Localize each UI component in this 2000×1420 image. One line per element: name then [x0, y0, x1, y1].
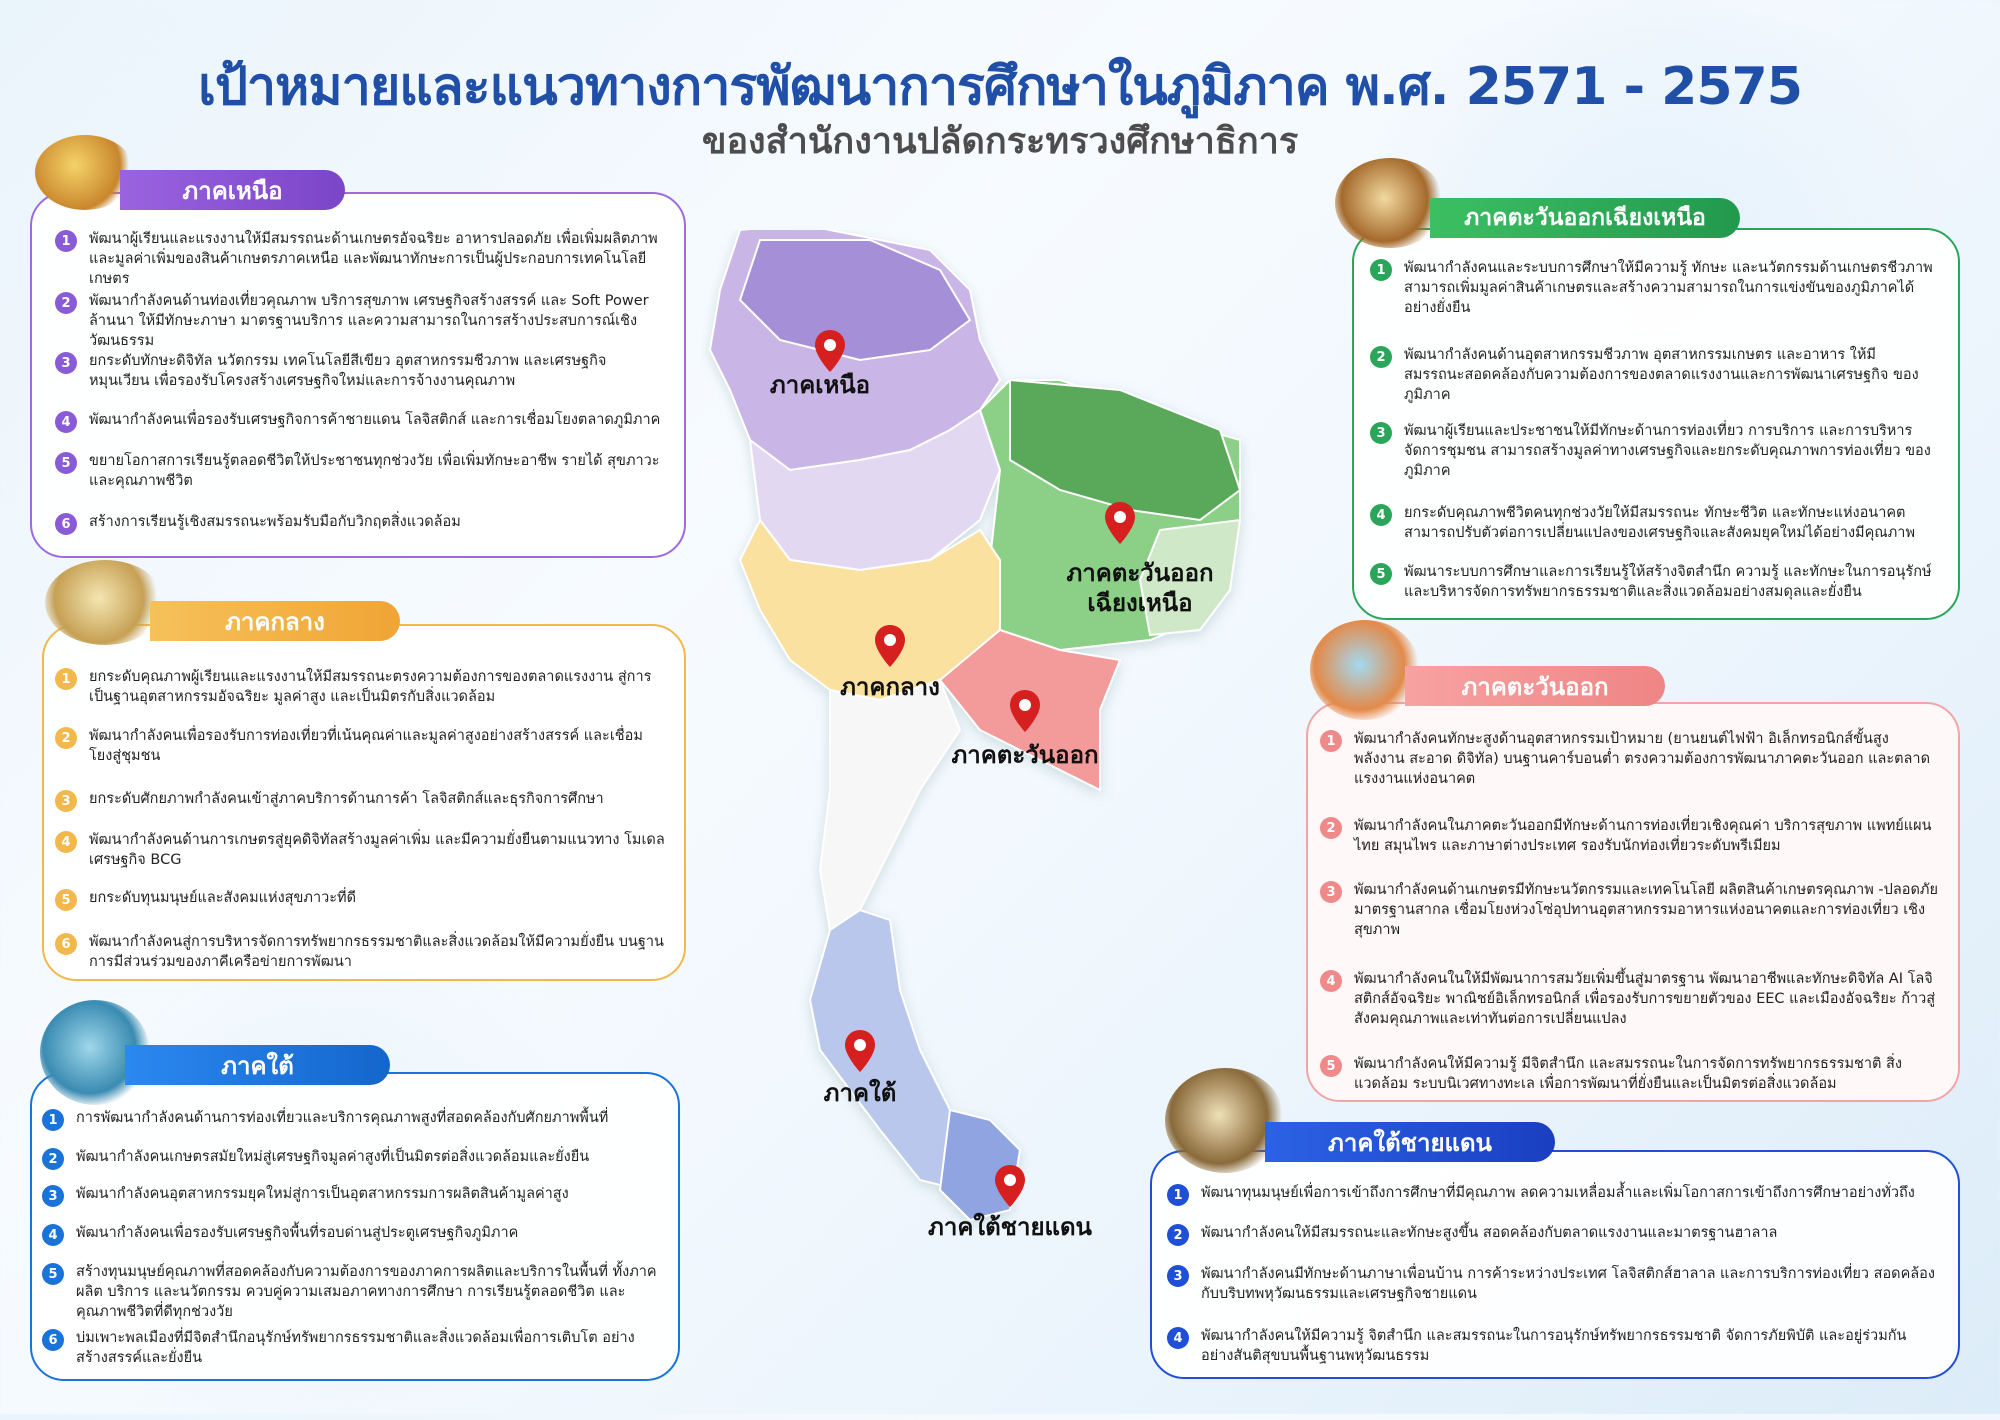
north-item-number: 4: [55, 411, 77, 433]
south-item-number: 5: [42, 1263, 64, 1285]
deep-south-item-text: พัฒนากำลังคนให้มีสมรรถนะและทักษะสูงขึ้น สอดคล้องกับตลาดแรงงานและมาตรฐานฮาลาล: [1201, 1225, 1778, 1241]
north-item-number: 1: [55, 230, 77, 252]
deep-south-item-3: [1167, 1264, 1942, 1304]
north-item-number: 5: [55, 452, 77, 474]
south-item-number: 1: [42, 1109, 64, 1131]
map-label-northeast-line1: ภาคตะวันออก: [1066, 559, 1214, 587]
east-item-2: [1320, 816, 1940, 856]
north-item-3: [55, 351, 665, 391]
south-item-text: สร้างทุนมนุษย์คุณภาพที่สอดคล้องกับความต้องการของภาคการผลิตและบริการในพื้นที่ ทั้งภาคผลิต บริการ และนวัตกรรม ควบคู่ความเสมอภาคทางการศึกษา การเรียนรู้ตลอดชีวิต และคุณภาพชีวิตที่ดีทุกช่วงวัย: [76, 1264, 657, 1320]
northeast-item-3: [1370, 421, 1940, 481]
northeast-header: ภาคตะวันออกเฉียงเหนือ: [1430, 198, 1740, 238]
northeast-item-number: 1: [1370, 259, 1392, 281]
northeast-item-number: 2: [1370, 346, 1392, 368]
northeast-item-text: ยกระดับคุณภาพชีวิตคนทุกช่วงวัยให้มีสมรรถนะ ทักษะชีวิต และทักษะแห่งอนาคต สามารถปรับตัวต่อการเปลี่ยนแปลงของเศรษฐกิจและสังคมยุคใหม่ได้อย่างมีคุณภาพ: [1404, 505, 1916, 541]
central-temple-icon: [45, 560, 165, 645]
page-subtitle: ของสำนักงานปลัดกระทรวงศึกษาธิการ: [701, 121, 1299, 162]
south-item-text: การพัฒนากำลังคนด้านการท่องเที่ยวและบริการคุณภาพสูงที่สอดคล้องกับศักยภาพพื้นที่: [76, 1110, 609, 1126]
north-item-text: พัฒนาผู้เรียนและแรงงานให้มีสมรรถนะด้านเกษตรอัจฉริยะ อาหารปลอดภัย เพื่อเพิ่มผลิตภาพ และมูลค่าเพิ่มของสินค้าเกษตรภาคเหนือ และพัฒนาทักษะการเป็นผู้ประกอบการเทคโนโลยีเกษตร: [89, 231, 658, 287]
east-item-5: [1320, 1054, 1940, 1094]
east-item-number: 1: [1320, 730, 1342, 752]
north-item-number: 2: [55, 292, 77, 314]
north-item-text: สร้างการเรียนรู้เชิงสมรรถนะพร้อมรับมือกับวิกฤตสิ่งแวดล้อม: [89, 514, 461, 530]
east-item-text: พัฒนากำลังคนด้านเกษตรมีทักษะนวัตกรรมและเทคโนโลยี ผลิตสินค้าเกษตรคุณภาพ -ปลอดภัย มาตรฐานสากล เชื่อมโยงห่วงโซ่อุปทานอุตสาหกรรมอาหารแห่งอนาคตและการท่องเที่ยว เชิงสุขภาพ: [1354, 882, 1938, 938]
east-item-number: 2: [1320, 817, 1342, 839]
central-header: ภาคกลาง: [150, 601, 400, 641]
deep-south-item-number: 3: [1167, 1265, 1189, 1287]
east-header: ภาคตะวันออก: [1405, 666, 1665, 706]
northeast-item-text: พัฒนากำลังคนด้านอุตสาหกรรมชีวภาพ อุตสาหกรรมเกษตร และอาหาร ให้มี สมรรถนะสอดคล้องกับความต้องการของตลาดแรงงานและการพัฒนาเศรษฐกิจ ของภูมิภาค: [1404, 347, 1919, 403]
central-item-text: พัฒนากำลังคนด้านการเกษตรสู่ยุคดิจิทัลสร้างมูลค่าเพิ่ม และมีความยั่งยืนตามแนวทาง โมเดลเศรษฐกิจ BCG: [89, 832, 665, 868]
north-item-number: 3: [55, 352, 77, 374]
central-item-number: 2: [55, 727, 77, 749]
central-item-number: 5: [55, 889, 77, 911]
central-item-number: 3: [55, 790, 77, 812]
deep-south-item-4: [1167, 1326, 1942, 1366]
central-item-text: ยกระดับศักยภาพกำลังคนเข้าสู่ภาคบริการด้านการค้า โลจิสติกส์และธุรกิจการศึกษา: [89, 791, 604, 807]
south-item-2: [42, 1147, 662, 1170]
north-item-text: ขยายโอกาสการเรียนรู้ตลอดชีวิตให้ประชาชนทุกช่วงวัย เพื่อเพิ่มทักษะอาชีพ รายได้ สุขภาวะ และคุณภาพชีวิต: [89, 453, 660, 489]
north-item-5: [55, 451, 665, 491]
central-item-2: [55, 726, 665, 766]
south-item-text: พัฒนากำลังคนอุตสาหกรรมยุคใหม่สู่การเป็นอุตสาหกรรมการผลิตสินค้ามูลค่าสูง: [76, 1186, 569, 1202]
map-label-east: ภาคตะวันออก: [951, 741, 1099, 769]
central-item-text: พัฒนากำลังคนเพื่อรองรับการท่องเที่ยวที่เน้นคุณค่าและมูลค่าสูงอย่างสร้างสรรค์ และเชื่อมโยงสู่ชุมชน: [89, 728, 643, 764]
south-header: ภาคใต้: [125, 1045, 390, 1085]
south-item-number: 6: [42, 1329, 64, 1351]
central-item-1: [55, 667, 665, 707]
central-item-6: [55, 932, 665, 972]
east-beach-icon: [1310, 620, 1420, 720]
central-item-number: 4: [55, 831, 77, 853]
deep-south-item-number: 1: [1167, 1184, 1189, 1206]
map-label-north: ภาคเหนือ: [769, 371, 871, 399]
south-item-5: [42, 1262, 662, 1322]
northeast-item-number: 3: [1370, 422, 1392, 444]
deep-south-header: ภาคใต้ชายแดน: [1265, 1122, 1555, 1162]
north-item-text: ยกระดับทักษะดิจิทัล นวัตกรรม เทคโนโลยีสีเขียว อุตสาหกรรมชีวภาพ และเศรษฐกิจหมุนเวียน เพื่อรองรับโครงสร้างเศรษฐกิจใหม่และการจ้างงานคุณภาพ: [89, 353, 607, 389]
northeast-item-5: [1370, 562, 1940, 602]
south-item-number: 2: [42, 1148, 64, 1170]
east-item-text: พัฒนากำลังคนในให้มีพัฒนาการสมวัยเพิ่มขึ้นสู่มาตรฐาน พัฒนาอาชีพและทักษะดิจิทัล AI โลจิสติกส์อัจฉริยะ พาณิชย์อิเล็กทรอนิกส์ เพื่อรองรับการขยายตัวของ EEC และเมืองอัจฉริยะ ก้าวสู่สังคมคุณภาพและเท่าทันต่อการเปลี่ยนแปลง: [1354, 971, 1936, 1027]
south-item-3: [42, 1184, 662, 1207]
east-item-number: 4: [1320, 970, 1342, 992]
north-item-1: [55, 229, 665, 289]
east-item-number: 3: [1320, 881, 1342, 903]
map-region-west: [820, 680, 960, 930]
north-item-text: พัฒนากำลังคนเพื่อรองรับเศรษฐกิจการค้าชายแดน โลจิสติกส์ และการเชื่อมโยงตลาดภูมิภาค: [89, 412, 661, 428]
south-item-6: [42, 1328, 662, 1368]
northeast-item-text: พัฒนากำลังคนและระบบการศึกษาให้มีความรู้ ทักษะ และนวัตกรรมด้านเกษตรชีวภาพ สามารถเพิ่มมูลค่าสินค้าเกษตรและสร้างความสามารถในการแข่งขันของภูมิภาคได้ อย่างยั่งยืน: [1404, 260, 1933, 316]
south-item-text: พัฒนากำลังคนเพื่อรองรับเศรษฐกิจพื้นที่รอบด่านสู่ประตูเศรษฐกิจภูมิภาค: [76, 1225, 519, 1241]
map-label-south: ภาคใต้: [823, 1079, 897, 1107]
east-item-text: พัฒนากำลังคนทักษะสูงด้านอุตสาหกรรมเป้าหมาย (ยานยนต์ไฟฟ้า อิเล็กทรอนิกส์ขั้นสูง พลังงาน สะอาด ดิจิทัล) บนฐานคาร์บอนต่ำ ตรงความต้องการพัฒนาภาคตะวันออก และตลาดแรงงานแห่งอนาคต: [1354, 731, 1930, 787]
central-item-text: ยกระดับทุนมนุษย์และสังคมแห่งสุขภาวะที่ดี: [89, 890, 357, 906]
northeast-item-4: [1370, 503, 1940, 543]
central-item-text: พัฒนากำลังคนสู่การบริหารจัดการทรัพยากรธรรมชาติและสิ่งแวดล้อมให้มีความยั่งยืน บนฐานการมีส่วนร่วมของภาคีเครือข่ายการพัฒนา: [89, 934, 664, 970]
north-item-6: [55, 512, 665, 535]
east-item-4: [1320, 969, 1940, 1029]
deep-south-item-text: พัฒนากำลังคนมีทักษะด้านภาษาเพื่อนบ้าน การค้าระหว่างประเทศ โลจิสติกส์ฮาลาล และการบริการท่องเที่ยว สอดคล้องกับบริบทพหุวัฒนธรรมและเศรษฐกิจชายแดน: [1201, 1266, 1935, 1302]
deep-south-item-text: พัฒนาทุนมนุษย์เพื่อการเข้าถึงการศึกษาที่มีคุณภาพ ลดความเหลื่อมล้ำและเพิ่มโอกาสการเข้าถึงการศึกษาอย่างทั่วถึง: [1201, 1185, 1915, 1201]
east-item-3: [1320, 880, 1940, 940]
northeast-item-number: 4: [1370, 504, 1392, 526]
map-label-northeast-line2: เฉียงเหนือ: [1087, 589, 1193, 617]
north-item-4: [55, 410, 665, 433]
east-item-text: พัฒนากำลังคนให้มีความรู้ มีจิตสำนึก และสมรรถนะในการจัดการทรัพยากรธรรมชาติ สิ่งแวดล้อม ระบบนิเวศทางทะเล เพื่อการพัฒนาที่ยั่งยืนและเป็นมิตรต่อสิ่งแวดล้อม: [1354, 1056, 1902, 1092]
map-label-deep-south: ภาคใต้ชายแดน: [928, 1213, 1092, 1241]
northeast-item-2: [1370, 345, 1940, 405]
north-header: ภาคเหนือ: [120, 170, 345, 210]
northeast-item-text: พัฒนาผู้เรียนและประชาชนให้มีทักษะด้านการท่องเที่ยว การบริการ และการบริหาร จัดการชุมชน สามารถสร้างมูลค่าทางเศรษฐกิจและยกระดับคุณภาพการท่องเที่ยว ของภูมิภาค: [1404, 423, 1931, 479]
deep-south-item-text: พัฒนากำลังคนให้มีความรู้ จิตสำนึก และสมรรถนะในการอนุรักษ์ทรัพยากรธรรมชาติ จัดการภัยพิบัติ และอยู่ร่วมกัน อย่างสันติสุขบนพื้นฐานพหุวัฒนธรรม: [1201, 1328, 1907, 1364]
north-item-2: [55, 291, 665, 351]
south-item-4: [42, 1223, 662, 1246]
northeast-item-1: [1370, 258, 1940, 318]
east-item-text: พัฒนากำลังคนในภาคตะวันออกมีทักษะด้านการท่องเที่ยวเชิงคุณค่า บริการสุขภาพ แพทย์แผนไทย สมุนไพร และภาษาต่างประเทศ รองรับนักท่องเที่ยวระดับพรีเมียม: [1354, 818, 1932, 854]
deep-south-item-number: 2: [1167, 1224, 1189, 1246]
northeast-item-text: พัฒนาระบบการศึกษาและการเรียนรู้ให้สร้างจิตสำนึก ความรู้ และทักษะในการอนุรักษ์ และบริหารจัดการทรัพยากรธรรมชาติและสิ่งแวดล้อมอย่างสมดุลและยั่งยืน: [1404, 564, 1932, 600]
north-item-number: 6: [55, 513, 77, 535]
north-item-text: พัฒนากำลังคนด้านท่องเที่ยวคุณภาพ บริการสุขภาพ เศรษฐกิจสร้างสรรค์ และ Soft Power ล้านนา ให้มีทักษะภาษา มาตรฐานบริการ และความสามารถในการสร้างประสบการณ์เชิงวัฒนธรรม: [89, 293, 649, 349]
central-item-number: 6: [55, 933, 77, 955]
deep-south-item-number: 4: [1167, 1327, 1189, 1349]
central-item-text: ยกระดับคุณภาพผู้เรียนและแรงงานให้มีสมรรถนะตรงความต้องการของตลาดแรงงาน สู่การเป็นฐานอุตสาหกรรมอัจฉริยะ มูลค่าสูง และเป็นมิตรกับสิ่งแวดล้อม: [89, 669, 652, 705]
central-item-3: [55, 789, 665, 812]
map-label-central: ภาคกลาง: [840, 673, 940, 701]
south-item-text: พัฒนากำลังคนเกษตรสมัยใหม่สู่เศรษฐกิจมูลค่าสูงที่เป็นมิตรต่อสิ่งแวดล้อมและยั่งยืน: [76, 1149, 590, 1165]
page-title: เป้าหมายและแนวทางการพัฒนาการศึกษาในภูมิภาค พ.ศ. 2571 - 2575: [198, 57, 1802, 117]
east-item-number: 5: [1320, 1055, 1342, 1077]
central-item-4: [55, 830, 665, 870]
south-item-number: 3: [42, 1185, 64, 1207]
central-item-number: 1: [55, 668, 77, 690]
deep-south-item-2: [1167, 1223, 1942, 1246]
east-item-1: [1320, 729, 1940, 789]
central-item-5: [55, 888, 665, 911]
south-item-1: [42, 1108, 662, 1131]
south-item-text: บ่มเพาะพลเมืองที่มีจิตสำนึกอนุรักษ์ทรัพยากรธรรมชาติและสิ่งแวดล้อมเพื่อการเติบโต อย่างสร้างสรรค์และยั่งยืน: [76, 1330, 635, 1366]
northeast-culture-icon: [1335, 158, 1445, 248]
map-label-northeast: [1040, 558, 1240, 618]
northeast-item-number: 5: [1370, 563, 1392, 585]
south-item-number: 4: [42, 1224, 64, 1246]
deep-south-item-1: [1167, 1183, 1942, 1206]
